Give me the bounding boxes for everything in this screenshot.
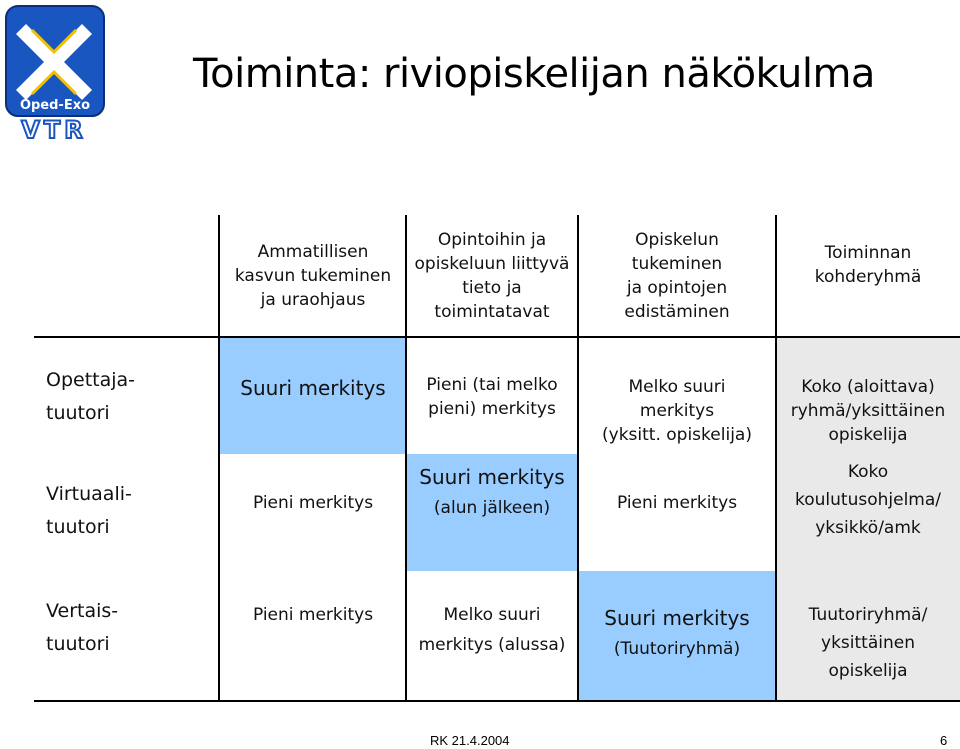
cell-opettaja-col1 — [220, 370, 406, 406]
cell-line: Pieni merkitys — [252, 493, 374, 513]
footer-page-number: 6 — [940, 733, 948, 748]
row-label-line: Opettaja- — [46, 369, 136, 391]
row-label-vertaistuutori — [46, 595, 118, 661]
cell-line: opiskelija — [828, 661, 908, 681]
header-line: Opintoihin ja — [437, 229, 547, 250]
cell-line: merkitys — [639, 401, 715, 421]
cell-line: pieni) merkitys — [428, 399, 556, 419]
cell-vertais-target — [776, 600, 960, 686]
cell-line: Melko suuri — [443, 605, 541, 625]
grid-hline-1 — [34, 336, 960, 338]
cell-line: Pieni merkitys — [616, 493, 738, 513]
slide-title: Toiminta: riviopiskelijan näkökulma — [193, 51, 875, 97]
row-label-line: Virtuaali- — [46, 483, 132, 505]
row-label-line: Vertais- — [46, 600, 119, 622]
cell-line: Pieni (tai melko — [426, 375, 558, 395]
grid-hline-2 — [34, 700, 960, 702]
header-line: kasvun tukeminen — [234, 265, 392, 286]
cell-virtuaali-target — [776, 458, 960, 542]
logo-sub-text: VTR — [21, 116, 87, 144]
row-label-virtuaalituutori — [46, 478, 132, 544]
cell-line: Pieni merkitys — [252, 605, 374, 625]
cell-opettaja-col3 — [578, 372, 776, 450]
row-label-line: tuutori — [46, 516, 110, 538]
cell-vertais-col1 — [220, 600, 406, 630]
cell-line: (yksitt. opiskelija) — [602, 425, 752, 445]
cell-line: Koko — [847, 462, 889, 482]
cell-opettaja-target — [776, 372, 960, 450]
header-line: Toiminnan — [824, 243, 912, 263]
header-line: tieto ja — [462, 277, 522, 298]
oped-exo-logo — [4, 4, 108, 144]
cell-line: Suuri merkitys — [604, 606, 750, 630]
header-line: ja opintojen — [626, 277, 728, 298]
cell-line: yksikkö/amk — [815, 518, 921, 538]
cell-opettaja-col2 — [406, 372, 578, 422]
logo-brand-text: Oped-Exo — [19, 98, 91, 113]
header-line: kohderyhmä — [814, 267, 922, 287]
cell-vertais-col2 — [406, 600, 578, 660]
cell-line: Koko (aloittava) — [801, 377, 935, 397]
cell-line: (alun jälkeen) — [433, 498, 551, 518]
header-line: edistäminen — [624, 301, 730, 322]
header-line: Opiskelun — [635, 229, 719, 250]
cell-line: (Tuutoriryhmä) — [613, 639, 741, 659]
column-header-2 — [406, 215, 578, 336]
cell-line: Tuutoriryhmä/ — [808, 605, 928, 625]
column-header-3 — [578, 215, 776, 336]
footer-date: RK 21.4.2004 — [430, 733, 510, 748]
row-label-line: tuutori — [46, 633, 110, 655]
cell-virtuaali-col1 — [220, 488, 406, 518]
cell-virtuaali-col2 — [406, 460, 578, 524]
cell-line: opiskelija — [828, 425, 908, 445]
header-line: Ammatillisen — [257, 241, 369, 262]
column-header-4 — [776, 215, 960, 315]
row-label-line: tuutori — [46, 402, 110, 424]
cell-line: yksittäinen — [821, 633, 915, 653]
cell-line: Suuri merkitys — [419, 465, 565, 489]
cell-virtuaali-col3 — [578, 488, 776, 518]
cell-line: Suuri merkitys — [240, 376, 386, 400]
header-line: toimintatavat — [434, 301, 550, 322]
cell-vertais-col3 — [578, 602, 776, 664]
row-label-opettajatuutori — [46, 364, 135, 430]
column-header-1 — [220, 215, 406, 336]
header-line: opiskeluun liittyvä — [414, 253, 570, 274]
cell-line: ryhmä/yksittäinen — [790, 401, 946, 421]
cell-line: Melko suuri — [628, 377, 726, 397]
header-line: tukeminen — [631, 253, 723, 274]
cell-line: koulutusohjelma/ — [795, 490, 941, 510]
cell-line: merkitys (alussa) — [418, 635, 566, 655]
header-line: ja uraohjaus — [260, 289, 366, 310]
